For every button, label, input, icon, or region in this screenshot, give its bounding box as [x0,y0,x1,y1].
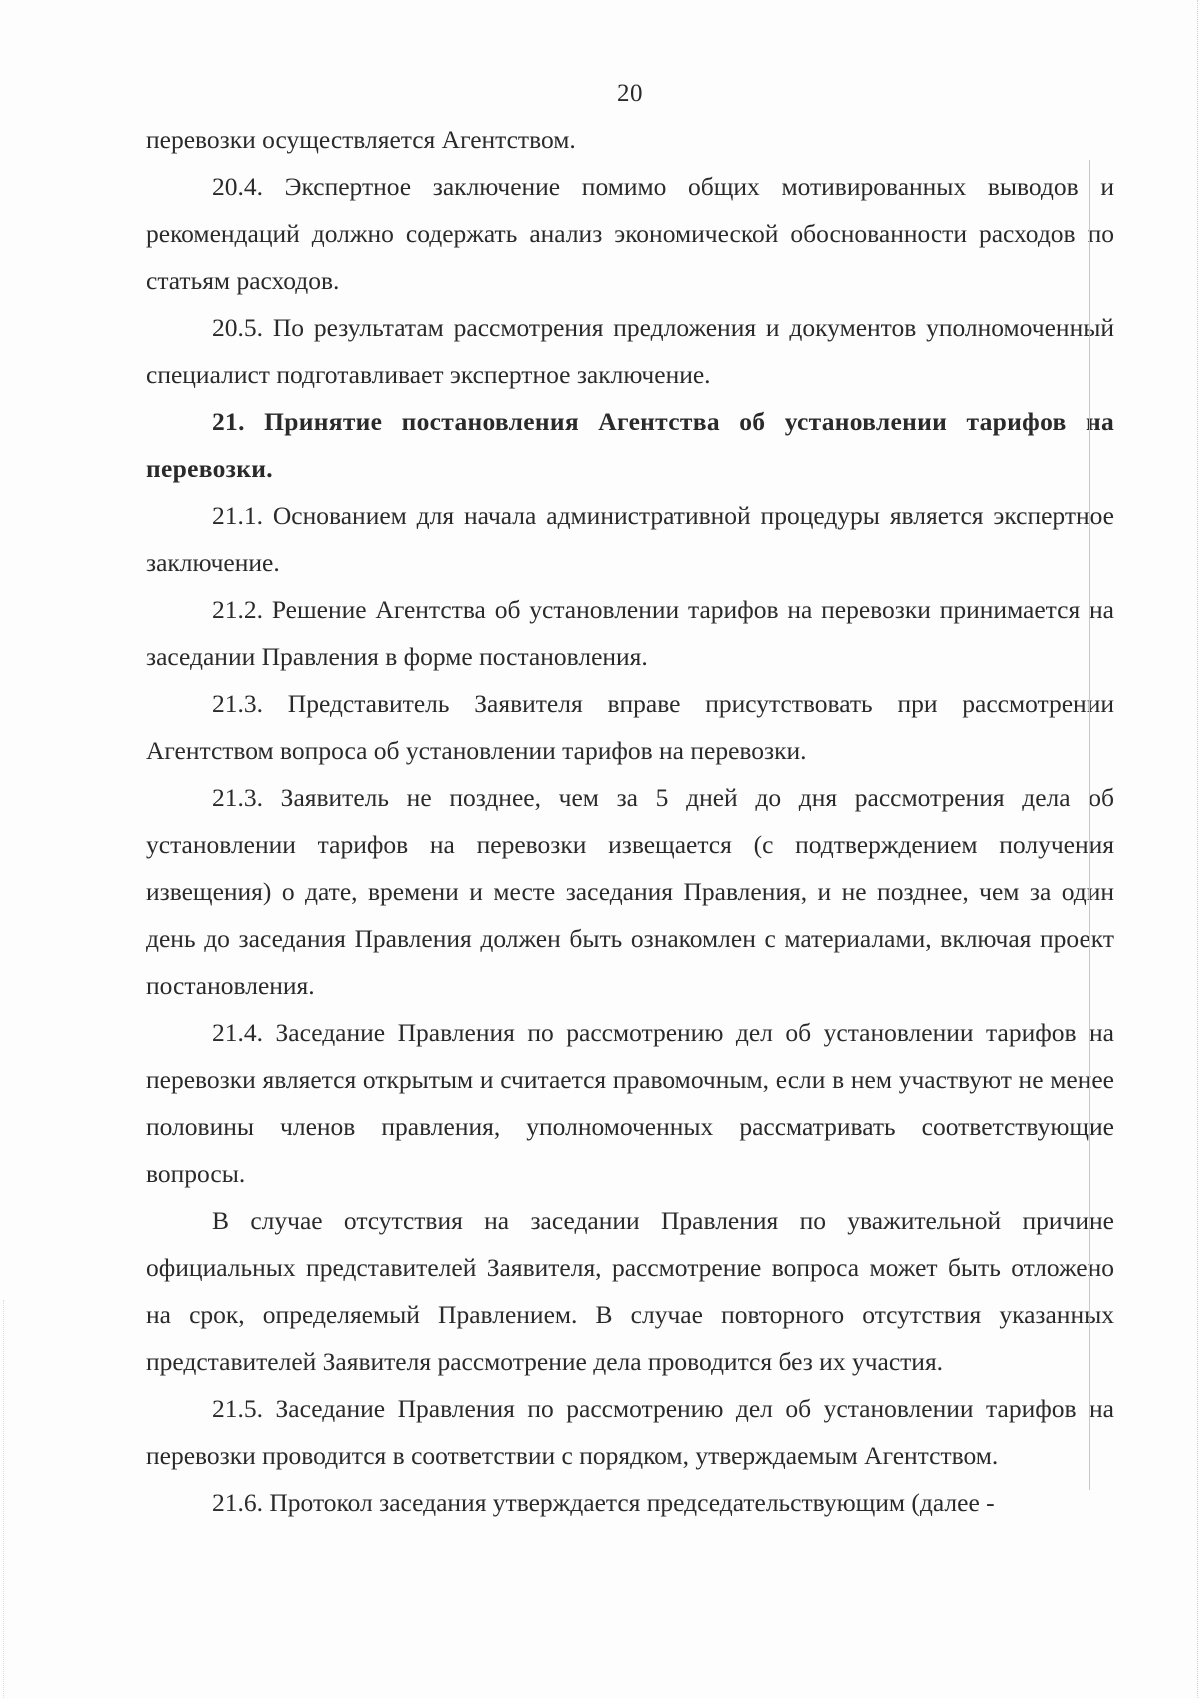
scan-artifact-line [1089,160,1090,1490]
document-body [146,116,1114,1526]
paragraph-21-1: 21.1. Основанием для начала административной процедуры является экспертное заключение. [146,501,1114,577]
paragraph-21-5: 21.5. Заседание Правления по рассмотрению дел об установлении тарифов на перевозки проводится в соответствии с порядком, утверждаемым Агентством. [146,1394,1114,1470]
paragraph-21-2: 21.2. Решение Агентства об установлении тарифов на перевозки принимается на заседании Правления в форме постановления. [146,595,1114,671]
paragraph-20-5: 20.5. По результатам рассмотрения предложения и документов уполномоченный специалист подготавливает экспертное заключение. [146,313,1114,389]
paragraph-21-3-notification: 21.3. Заявитель не позднее, чем за 5 дней до дня рассмотрения дела об установлении тарифов на перевозки извещается (с подтверждением получения извещения) о дате, времени и месте заседания Правления, и не позднее, чем за один день до заседания Правления должен быть ознакомлен с материалами, включая проект постановления. [146,783,1114,1000]
paragraph-absence: В случае отсутствия на заседании Правления по уважительной причине официальных представителей Заявителя, рассмотрение вопроса может быть отложено на срок, определяемый Правлением. В случае повторного отсутствия указанных представителей Заявителя рассмотрение дела проводится без их участия. [146,1206,1114,1376]
paragraph-20-4: 20.4. Экспертное заключение помимо общих мотивированных выводов и рекомендаций должно содержать анализ экономической обоснованности расходов по статьям расходов. [146,172,1114,295]
paragraph-continuation: перевозки осуществляется Агентством. [146,125,576,154]
scan-edge-right [1197,0,1198,1698]
paragraph-21-4: 21.4. Заседание Правления по рассмотрению дел об установлении тарифов на перевозки является открытым и считается правомочным, если в нем участвуют не менее половины членов правления, уполномоченных рассматривать соответствующие вопросы. [146,1018,1114,1188]
section-heading-21: 21. Принятие постановления Агентства об установлении тарифов на перевозки. [146,407,1114,483]
scan-edge-left [3,1300,4,1698]
paragraph-21-3-representative: 21.3. Представитель Заявителя вправе присутствовать при рассмотрении Агентством вопроса об установлении тарифов на перевозки. [146,689,1114,765]
paragraph-21-6: 21.6. Протокол заседания утверждается председательствующим (далее - [212,1488,995,1517]
page-number: 20 [617,80,643,107]
